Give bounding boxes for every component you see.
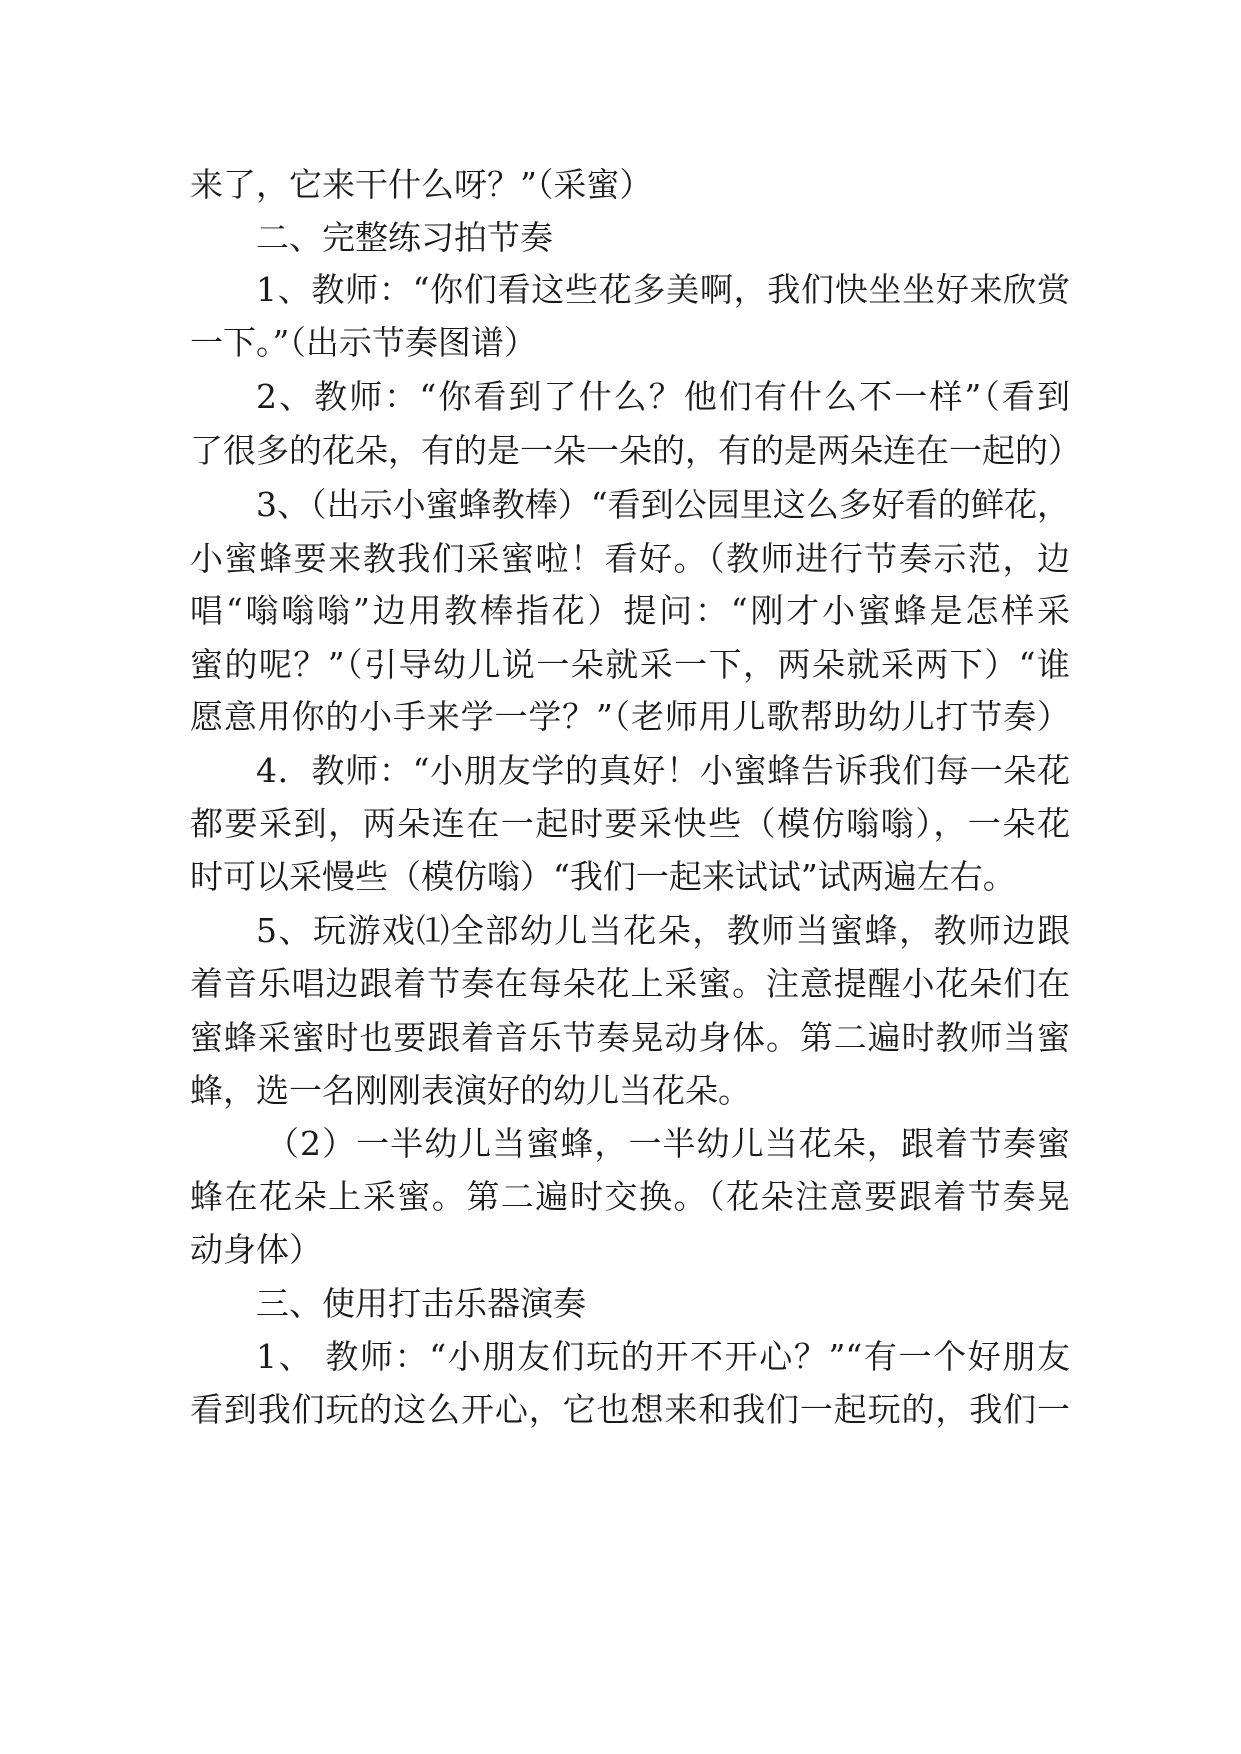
text-line-16: 着音乐唱边跟着节奏在每朵花上采蜜。注意提醒小花朵们在 — [190, 964, 1070, 1003]
text-line-21: 动身体） — [190, 1230, 322, 1269]
text-line-6: 了很多的花朵，有的是一朵一朵的，有的是两朵连在一起的） — [190, 431, 1081, 470]
text-line-1: 来了，它来干什么呀？”（采蜜） — [190, 165, 653, 204]
text-line-24: 看到我们玩的这么开心，它也想来和我们一起玩的，我们一 — [190, 1390, 1070, 1429]
text-line-8: 小蜜蜂要来教我们采蜜啦！看好。（教师进行节奏示范，边 — [190, 539, 1070, 578]
text-line-20: 蜂在花朵上采蜜。第二遍时交换。（花朵注意要跟着节奏晃 — [190, 1177, 1070, 1216]
text-line-9: 唱“嗡嗡嗡”边用教棒指花）提问：“刚才小蜜蜂是怎样采 — [190, 591, 1070, 630]
text-line-17: 蜜蜂采蜜时也要跟着音乐节奏晃动身体。第二遍时教师当蜜 — [190, 1018, 1070, 1057]
text-line-10: 蜜的呢？”（引导幼儿说一朵就采一下，两朵就采两下）“谁 — [190, 645, 1070, 684]
text-line-12: 4．教师：“小朋友学的真好！小蜜蜂告诉我们每一朵花 — [256, 751, 1070, 790]
text-line-19: （2）一半幼儿当蜜蜂，一半幼儿当花朵，跟着节奏蜜 — [266, 1124, 1070, 1163]
text-line-13: 都要采到，两朵连在一起时要采快些（模仿嗡嗡），一朵花 — [190, 804, 1070, 843]
text-line-18: 蜂，选一名刚刚表演好的幼儿当花朵。 — [190, 1071, 751, 1110]
text-line-23: 1、 教师：“小朋友们玩的开不开心？”“有一个好朋友 — [256, 1337, 1070, 1376]
text-line-3: 1、教师：“你们看这些花多美啊，我们快坐坐好来欣赏 — [256, 270, 1070, 309]
section-heading-2: 二、完整练习拍节奏 — [256, 218, 553, 257]
text-line-15: 5、玩游戏⑴全部幼儿当花朵，教师当蜜蜂，教师边跟 — [256, 911, 1070, 950]
text-line-5: 2、教师：“你看到了什么？他们有什么不一样”（看到 — [256, 377, 1070, 416]
section-heading-22: 三、使用打击乐器演奏 — [256, 1284, 586, 1323]
text-line-7: 3、（出示小蜜蜂教棒）“看到公园里这么多好看的鲜花， — [256, 485, 1070, 524]
text-line-11: 愿意用你的小手来学一学？”（老师用儿歌帮助幼儿打节奏） — [190, 697, 1070, 736]
text-line-4: 一下。”（出示节奏图谱） — [190, 323, 537, 362]
text-line-14: 时可以采慢些（模仿嗡）“我们一起来试试”试两遍左右。 — [190, 857, 1016, 896]
